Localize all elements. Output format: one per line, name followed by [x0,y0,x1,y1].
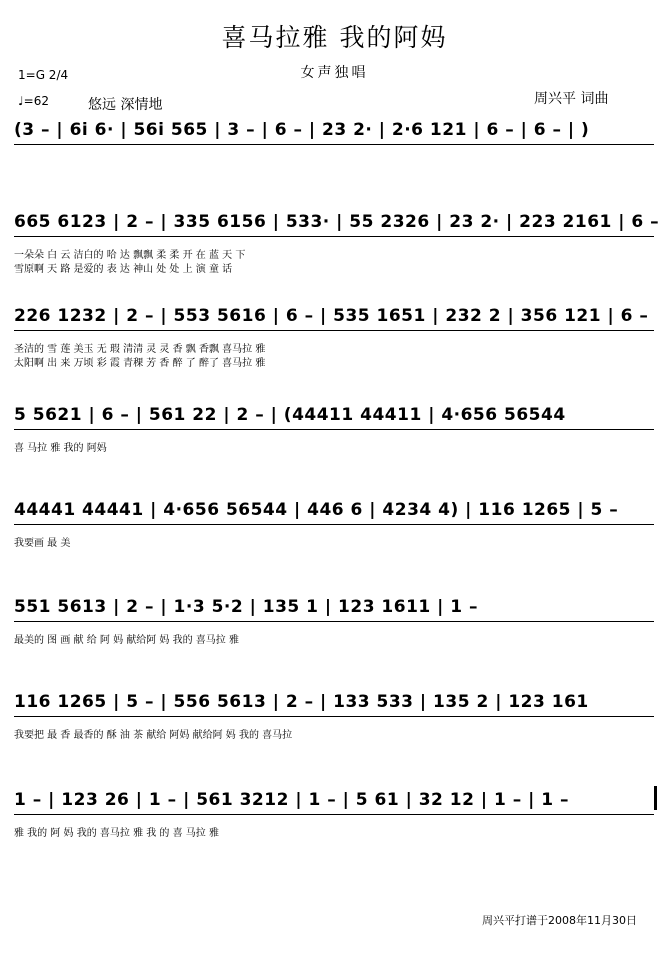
notation-line: 1 – | 123 26 | 1 – | 561 3212 | 1 – | 5 61 | 32 12 | 1 – | 1 – [14,790,570,810]
lyrics-verse-1: 我要画 最 美 [14,538,71,549]
final-barline [654,786,657,810]
notation-line: (3 – | 6i 6· | 56i 565 | 3 – | 6 – | 23 2· | 2·6 121 | 6 – | 6 – | ) [14,120,590,140]
notation-line: 116 1265 | 5 – | 556 5613 | 2 – | 133 533 | 135 2 | 123 161 [14,692,589,712]
notation-line: 665 6123 | 2 – | 335 6156 | 533· | 55 2326 | 23 2· | 223 2161 | 6 – [14,212,660,232]
beam-line [14,814,654,815]
lyrics-verse-2: 雪原啊 天 路 是爱的 表 达 神山 处 处 上 演 童 话 [14,264,233,275]
beam-line [14,716,654,717]
lyrics-verse-1: 圣洁的 雪 莲 美玉 无 瑕 清清 灵 灵 香 飘 香飘 喜马拉 雅 [14,344,266,355]
score-row [0,306,669,416]
lyrics-verse-1: 喜 马拉 雅 我的 阿妈 [14,443,107,454]
beam-line [14,144,654,145]
score-row [0,692,669,802]
score-row [0,790,669,900]
beam-line [14,621,654,622]
footer-note: 周兴平打谱于2008年11月30日 [482,914,637,927]
lyrics-verse-1: 雅 我的 阿 妈 我的 喜马拉 雅 我 的 喜 马拉 雅 [14,828,219,839]
score-row [0,597,669,707]
beam-line [14,236,654,237]
beam-line [14,330,654,331]
score-row [0,500,669,610]
expression-marking: 悠远 深情地 [88,97,163,113]
lyrics-verse-1: 我要把 最 香 最香的 酥 油 茶 献给 阿妈 献给阿 妈 我的 喜马拉 [14,730,293,741]
lyrics-verse-1: 一朵朵 白 云 洁白的 哈 达 飘飘 柔 柔 开 在 蓝 天 下 [14,250,246,261]
beam-line [14,429,654,430]
notation-line: 44441 44441 | 4·656 56544 | 446 6 | 4234 4) | 116 1265 | 5 – [14,500,619,520]
composer-credit: 周兴平 词曲 [534,91,609,107]
key-signature: 1=G 2/4 [18,68,69,82]
page-subtitle: 女声独唱 [300,65,369,81]
notation-line: 226 1232 | 2 – | 553 5616 | 6 – | 535 1651 | 232 2 | 356 121 | 6 – [14,306,649,326]
tempo-marking: ♩=62 [18,94,49,108]
beam-line [14,524,654,525]
lyrics-verse-1: 最美的 图 画 献 给 阿 妈 献给阿 妈 我的 喜马拉 雅 [14,635,239,646]
notation-line: 551 5613 | 2 – | 1·3 5·2 | 135 1 | 123 1611 | 1 – [14,597,479,617]
score-row [0,405,669,515]
notation-line: 5 5621 | 6 – | 561 22 | 2 – | (44411 44411 | 4·656 56544 [14,405,566,425]
page-title: 喜马拉雅 我的阿妈 [221,23,448,52]
lyrics-verse-2: 太阳啊 出 来 万顷 彩 霞 青稞 芳 香 醉 了 醉了 喜马拉 雅 [14,358,266,369]
